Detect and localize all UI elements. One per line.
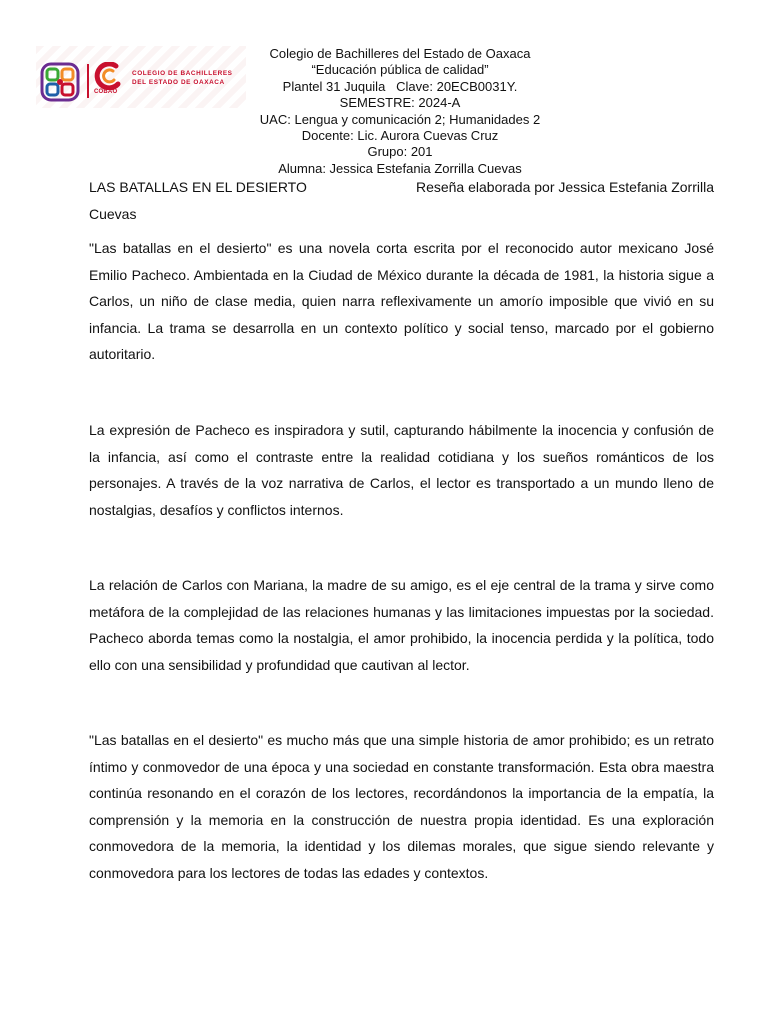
header-line: “Educación pública de calidad” (311, 62, 489, 78)
header-line: Grupo: 201 (367, 144, 433, 160)
header-line: Colegio de Bachilleres del Estado de Oaxaca (269, 46, 531, 61)
header-line: SEMESTRE: 2024-A (339, 95, 461, 111)
title-line (89, 174, 714, 227)
byline-continuation: Cuevas (89, 205, 137, 222)
document-title: LAS BATALLAS EN EL DESIERTO (89, 179, 307, 195)
logo-divider (87, 64, 89, 98)
header-line: Alumna: Jessica Estefania Zorrilla Cuevas (278, 160, 522, 176)
paragraph: La expresión de Pacheco es inspiradora y sutil, capturando hábilmente la inocencia y confusión de la infancia, así como el contraste entre la realidad cotidiana y los sueños románticos de los personajes. A través de la voz narrativa de Carlos, el lector es transportado a un mundo lleno de nostalgias, desafíos y conflictos internos. (89, 422, 714, 518)
header-line: Plantel 31 Juquila Clave: 20ECB0031Y. (282, 78, 518, 94)
header-line: Docente: Lic. Aurora Cuevas Cruz (301, 128, 499, 144)
cobao-c-icon (94, 62, 124, 90)
paragraph: "Las batallas en el desierto" es una novela corta escrita por el reconocido autor mexicano José Emilio Pacheco. Ambientada en la Ciudad de México durante la década de 1981, la historia sigue a Carlos, un niño de clase media, quien narra reflexivamente un amorío imposible que vivió en su infancia. La trama se desarrolla en un contexto político y social tenso, marcado por el gobierno autoritario. (89, 240, 714, 363)
byline: Reseña elaborada por Jessica Estefania Zorrilla (415, 179, 714, 195)
logo-brand-text: COBAO (94, 89, 118, 95)
paragraph: "Las batallas en el desierto" es mucho más que una simple historia de amor prohibido; es un retrato íntimo y conmovedor de una época y una sociedad en constante transformación. Esta obra maestra continúa resonando en el corazón de los lectores, recordándonos la importancia de la empatía, la comprensión y la memoria en la construcción de nuestra propia identidad. Es una exploración conmovedora de la memoria, la identidad y los dilemas morales, que sigue siendo relevante y conmovedora para los lectores de todas las edades y contextos. (89, 732, 714, 881)
oaxaca-emblem-icon (40, 62, 80, 102)
document-header (180, 46, 620, 177)
paragraph: La relación de Carlos con Mariana, la madre de su amigo, es el eje central de la trama y sirve como metáfora de la complejidad de las relaciones humanas y las limitaciones impuestas por la sociedad. Pacheco aborda temas como la nostalgia, el amor prohibido, la inocencia perdida y la política, todo ello con una sensibilidad y profundidad que cautivan al lector. (89, 577, 714, 673)
logo-org-name: COLEGIO DE BACHILLERES DEL ESTADO DE OAXACA (132, 70, 233, 86)
header-line: UAC: Lengua y comunicación 2; Humanidades 2 (259, 111, 541, 127)
